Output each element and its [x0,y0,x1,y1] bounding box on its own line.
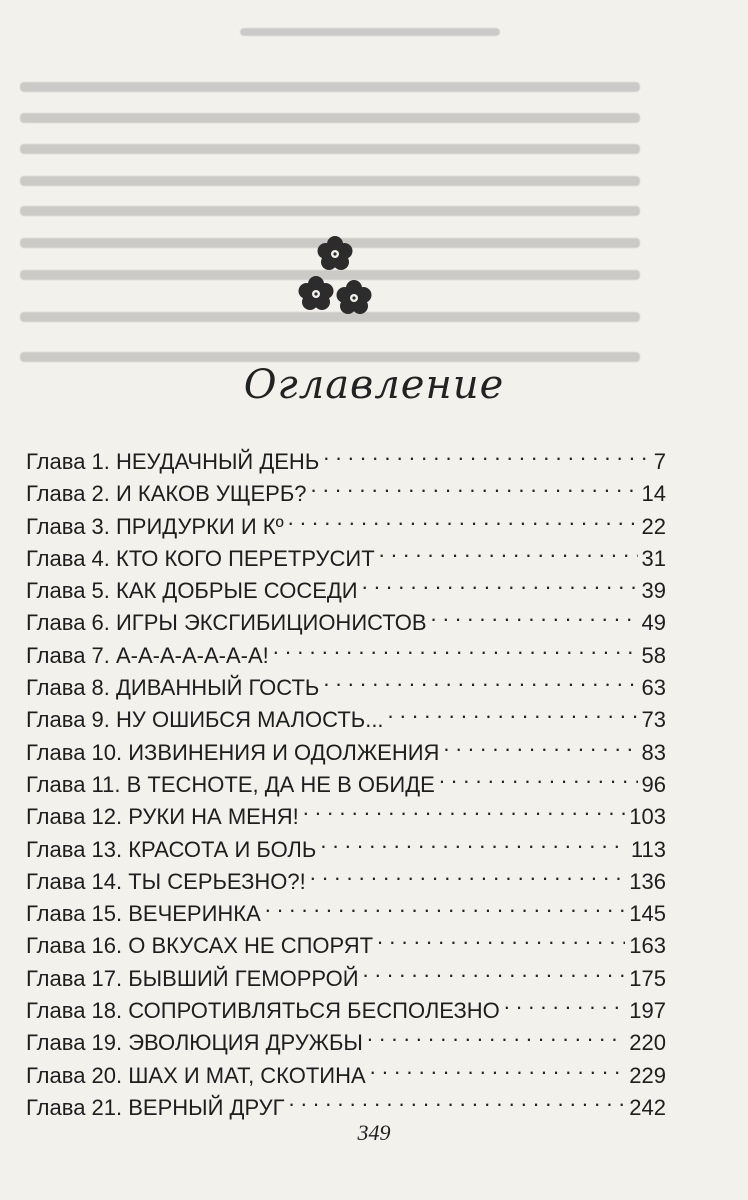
dot-leader [311,469,638,501]
dot-leader [303,792,626,824]
dot-leader [379,534,638,566]
dot-leader [370,1051,626,1083]
dot-leader [388,695,638,727]
toc-entry-title: Глава 16. О ВКУСАХ НЕ СПОРЯТ [26,933,374,959]
toc-entry-title: Глава 6. ИГРЫ ЭКСГИБИЦИОНИСТОВ [26,610,427,636]
toc-entry-page: 63 [641,675,666,701]
toc-entry-title: Глава 13. КРАСОТА И БОЛЬ [26,836,317,862]
dot-leader [431,598,638,630]
toc-entry-page: 31 [641,545,666,571]
toc-entry-title: Глава 2. И КАКОВ УЩЕРБ? [26,481,307,507]
toc-entry-title: Глава 7. А-А-А-А-А-А-А! [26,642,269,668]
toc-entry-page: 22 [641,513,666,539]
dot-leader [504,986,626,1018]
toc-entry-title: Глава 4. КТО КОГО ПЕРЕТРУСИТ [26,545,375,571]
dot-leader [310,857,626,889]
dot-leader [439,760,638,792]
toc-entry-page: 242 [629,1094,666,1120]
toc-entry [26,437,666,474]
toc-entry-title: Глава 5. КАК ДОБРЫЕ СОСЕДИ [26,578,358,604]
toc-entry-page: 229 [629,1062,666,1088]
toc-entry-page: 163 [629,933,666,959]
toc-entry-page: 220 [629,1030,666,1056]
show-through-lines [0,0,748,420]
table-of-contents [26,437,666,1120]
toc-entry-page: 103 [629,804,666,830]
dot-leader [367,1018,625,1050]
toc-entry-title: Глава 10. ИЗВИНЕНИЯ И ОДОЛЖЕНИЯ [26,739,440,765]
toc-entry-title: Глава 14. ТЫ СЕРЬЕЗНО?! [26,868,306,894]
dot-leader [323,663,637,695]
dot-leader [265,889,626,921]
toc-entry-page: 49 [641,610,666,636]
toc-entry-page: 73 [641,707,666,733]
toc-entry-page: 197 [629,998,666,1024]
dot-leader [377,921,625,953]
toc-entry-page: 113 [630,836,666,862]
toc-entry-page: 83 [641,739,666,765]
toc-entry-title: Глава 3. ПРИДУРКИ И Кº [26,513,284,539]
toc-entry-page: 39 [641,578,666,604]
page-number: 349 [357,1120,391,1145]
toc-entry-title: Глава 15. ВЕЧЕРИНКА [26,901,261,927]
toc-entry-title: Глава 17. БЫВШИЙ ГЕМОРРОЙ [26,965,359,991]
toc-entry-page: 175 [629,965,666,991]
toc-entry-page: 145 [629,901,666,927]
toc-entry-page: 58 [641,642,666,668]
toc-entry-page: 136 [629,868,666,894]
toc-entry-title: Глава 12. РУКИ НА МЕНЯ! [26,804,299,830]
dot-leader [289,1083,626,1115]
flower-ornament-icon [294,232,376,322]
toc-entry-page: 14 [641,481,666,507]
toc-entry-page: 96 [641,771,666,797]
dot-leader [323,437,649,469]
toc-entry-title: Глава 19. ЭВОЛЮЦИЯ ДРУЖБЫ [26,1030,363,1056]
toc-entry-title: Глава 9. НУ ОШИБСЯ МАЛОСТЬ... [26,707,384,733]
toc-entry-title: Глава 1. НЕУДАЧНЫЙ ДЕНЬ [26,449,320,474]
dot-leader [362,566,638,598]
toc-entry-title: Глава 8. ДИВАННЫЙ ГОСТЬ [26,675,320,701]
dot-leader [288,502,638,534]
show-through-bleed [0,0,748,420]
dot-leader [363,954,626,986]
toc-entry-title: Глава 21. ВЕРНЫЙ ДРУГ [26,1094,285,1120]
dot-leader [273,631,638,663]
page-title: Оглавление [243,362,505,408]
dot-leader [320,825,627,857]
toc-entry-title: Глава 20. ШАХ И МАТ, СКОТИНА [26,1062,366,1088]
toc-entry-page: 7 [653,449,666,474]
dot-leader [443,728,637,760]
toc-entry-title: Глава 11. В ТЕСНОТЕ, ДА НЕ В ОБИДЕ [26,771,435,797]
toc-entry-title: Глава 18. СОПРОТИВЛЯТЬСЯ БЕСПОЛЕЗНО [26,998,500,1024]
